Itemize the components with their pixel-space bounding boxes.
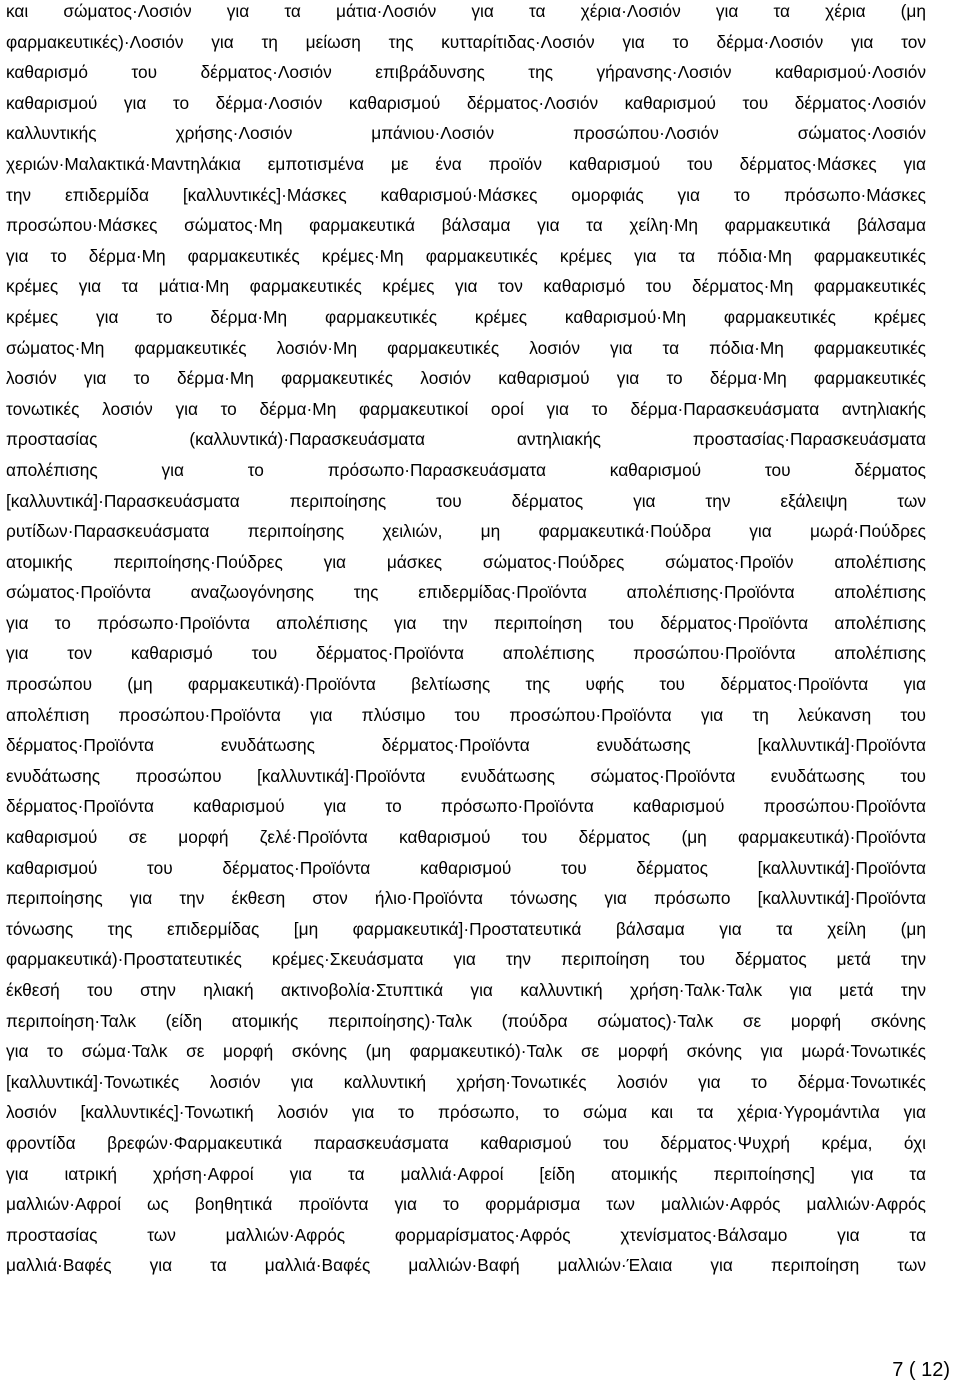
text-line: καθαρισμού για το δέρμα·Λοσιόν καθαρισμού δέρματος·Λοσιόν καθαρισμού του δέρματος·Λοσιόν xyxy=(6,92,926,113)
text-line: προσώπου (μη φαρμακευτικά)·Προϊόντα βελτίωσης της υφής του δέρματος·Προϊόντα για xyxy=(6,674,926,695)
text-line: τόνωσης της επιδερμίδας [μη φαρμακευτικά]·Προστατευτικά βάλσαμα για τα χείλη (μη xyxy=(6,918,926,939)
text-line: μαλλιών·Αφροί ως βοηθητικά προϊόντα για το φορμάρισμα των μαλλιών·Αφρός μαλλιών·Αφρός xyxy=(6,1194,926,1215)
text-line: για τον καθαρισμό του δέρματος·Προϊόντα απολέπισης προσώπου·Προϊόντα απολέπισης xyxy=(6,643,926,664)
text-line: λοσιόν για το δέρμα·Μη φαρμακευτικές λοσιόν καθαρισμού για το δέρμα·Μη φαρμακευτικές xyxy=(6,368,926,389)
text-line: περιποίηση·Ταλκ (είδη ατομικής περιποίησης)·Ταλκ (πούδρα σώματος)·Ταλκ σε μορφή σκόνης xyxy=(6,1010,926,1031)
text-line: ατομικής περιποίησης·Πούδρες για μάσκες σώματος·Πούδρες σώματος·Προϊόν απολέπισης xyxy=(6,551,926,572)
text-line: την επιδερμίδα [καλλυντικές]·Μάσκες καθαρισμού·Μάσκες ομορφιάς για το πρόσωπο·Μάσκες xyxy=(6,184,926,205)
text-line: καθαρισμό του δέρματος·Λοσιόν επιβράδυνσης της γήρανσης·Λοσιόν καθαρισμού·Λοσιόν xyxy=(6,62,926,83)
text-line: ρυτίδων·Παρασκευάσματα περιποίησης χειλιών, μη φαρμακευτικά·Πούδρα για μωρά·Πούδρες xyxy=(6,521,926,542)
text-line: καθαρισμού του δέρματος·Προϊόντα καθαρισμού του δέρματος [καλλυντικά]·Προϊόντα xyxy=(6,857,926,878)
text-line: έκθεσή του στην ηλιακή ακτινοβολία·Στυπτικά για καλλυντική χρήση·Ταλκ·Ταλκ για μετά την xyxy=(6,980,926,1000)
text-line: σώματος·Μη φαρμακευτικές λοσιόν·Μη φαρμακευτικές λοσιόν για τα πόδια·Μη φαρμακευτικές xyxy=(6,337,926,358)
text-line: δέρματος·Προϊόντα καθαρισμού για το πρόσωπο·Προϊόντα καθαρισμού προσώπου·Προϊόντα xyxy=(6,796,926,817)
text-line: για το δέρμα·Μη φαρμακευτικές κρέμες·Μη φαρμακευτικές κρέμες για τα πόδια·Μη φαρμακευτικές xyxy=(6,245,926,266)
text-line: απολέπισης για το πρόσωπο·Παρασκευάσματα καθαρισμού του δέρματος xyxy=(6,459,926,480)
body-text xyxy=(6,0,926,1281)
text-line: μαλλιά·Βαφές για τα μαλλιά·Βαφές μαλλιών·Βαφή μαλλιών·Έλαια για περιποίηση των xyxy=(6,1255,926,1276)
text-line: λοσιόν [καλλυντικές]·Τονωτική λοσιόν για το πρόσωπο, το σώμα και τα χέρια·Υγρομάντιλα για xyxy=(6,1102,926,1123)
text-line: για το πρόσωπο·Προϊόντα απολέπισης για την περιποίηση του δέρματος·Προϊόντα απολέπισης xyxy=(6,612,926,633)
text-line: φαρμακευτικές)·Λοσιόν για τη μείωση της κυτταρίτιδας·Λοσιόν για το δέρμα·Λοσιόν για τον xyxy=(6,31,926,52)
text-line: σώματος·Προϊόντα αναζωογόνησης της επιδερμίδας·Προϊόντα απολέπισης·Προϊόντα απολέπισης xyxy=(6,582,926,603)
text-line: ενυδάτωσης προσώπου [καλλυντικά]·Προϊόντα ενυδάτωσης σώματος·Προϊόντα ενυδάτωσης του xyxy=(6,765,926,786)
text-line: για το σώμα·Ταλκ σε μορφή σκόνης (μη φαρμακευτικό)·Ταλκ σε μορφή σκόνης για μωρά·Τονωτικές xyxy=(6,1041,926,1062)
text-line: [καλλυντικά]·Τονωτικές λοσιόν για καλλυντική χρήση·Τονωτικές λοσιόν για το δέρμα·Τονωτικές xyxy=(6,1071,926,1092)
text-line: [καλλυντικά]·Παρασκευάσματα περιποίησης του δέρματος για την εξάλειψη των xyxy=(6,490,926,511)
text-line: καθαρισμού σε μορφή ζελέ·Προϊόντα καθαρισμού του δέρματος (μη φαρμακευτικά)·Προϊόντα xyxy=(6,827,926,848)
text-line: χεριών·Μαλακτικά·Μαντηλάκια εμποτισμένα με ένα προϊόν καθαρισμού του δέρματος·Μάσκες για xyxy=(6,153,926,174)
text-line: προστασίας των μαλλιών·Αφρός φορμαρίσματος·Αφρός χτενίσματος·Βάλσαμο για τα xyxy=(6,1224,926,1245)
text-line: καλλυντικής χρήσης·Λοσιόν μπάνιου·Λοσιόν προσώπου·Λοσιόν σώματος·Λοσιόν xyxy=(6,123,926,144)
text-line: κρέμες για το δέρμα·Μη φαρμακευτικές κρέμες καθαρισμού·Μη φαρμακευτικές κρέμες xyxy=(6,306,926,327)
text-line: και σώματος·Λοσιόν για τα μάτια·Λοσιόν για τα χέρια·Λοσιόν για τα χέρια (μη xyxy=(6,1,926,21)
text-line: περιποίησης για την έκθεση στον ήλιο·Προϊόντα τόνωσης για πρόσωπο [καλλυντικά]·Προϊόντα xyxy=(6,888,926,909)
text-line: προστασίας (καλλυντικά)·Παρασκευάσματα αντηλιακής προστασίας·Παρασκευάσματα xyxy=(6,429,926,450)
text-line: κρέμες για τα μάτια·Μη φαρμακευτικές κρέμες για τον καθαρισμό του δέρματος·Μη φαρμακευτικές xyxy=(6,276,926,297)
page-number: 7 ( 12) xyxy=(892,1359,950,1381)
text-line: για ιατρική χρήση·Αφροί για τα μαλλιά·Αφροί [είδη ατομικής περιποίησης] για τα xyxy=(6,1163,926,1184)
text-line: προσώπου·Μάσκες σώματος·Μη φαρμακευτικά βάλσαμα για τα χείλη·Μη φαρμακευτικά βάλσαμα xyxy=(6,215,926,236)
text-line: φαρμακευτικά)·Προστατευτικές κρέμες·Σκευάσματα για την περιποίηση του δέρματος μετά την xyxy=(6,949,926,970)
text-line: φροντίδα βρεφών·Φαρμακευτικά παρασκευάσματα καθαρισμού του δέρματος·Ψυχρή κρέμα, όχι xyxy=(6,1132,926,1153)
text-line: απολέπιση προσώπου·Προϊόντα για πλύσιμο του προσώπου·Προϊόντα για τη λεύκανση του xyxy=(6,704,926,725)
text-line: δέρματος·Προϊόντα ενυδάτωσης δέρματος·Προϊόντα ενυδάτωσης [καλλυντικά]·Προϊόντα xyxy=(6,735,926,756)
text-line: τονωτικές λοσιόν για το δέρμα·Μη φαρμακευτικοί οροί για το δέρμα·Παρασκευάσματα αντηλιακής xyxy=(6,398,926,419)
